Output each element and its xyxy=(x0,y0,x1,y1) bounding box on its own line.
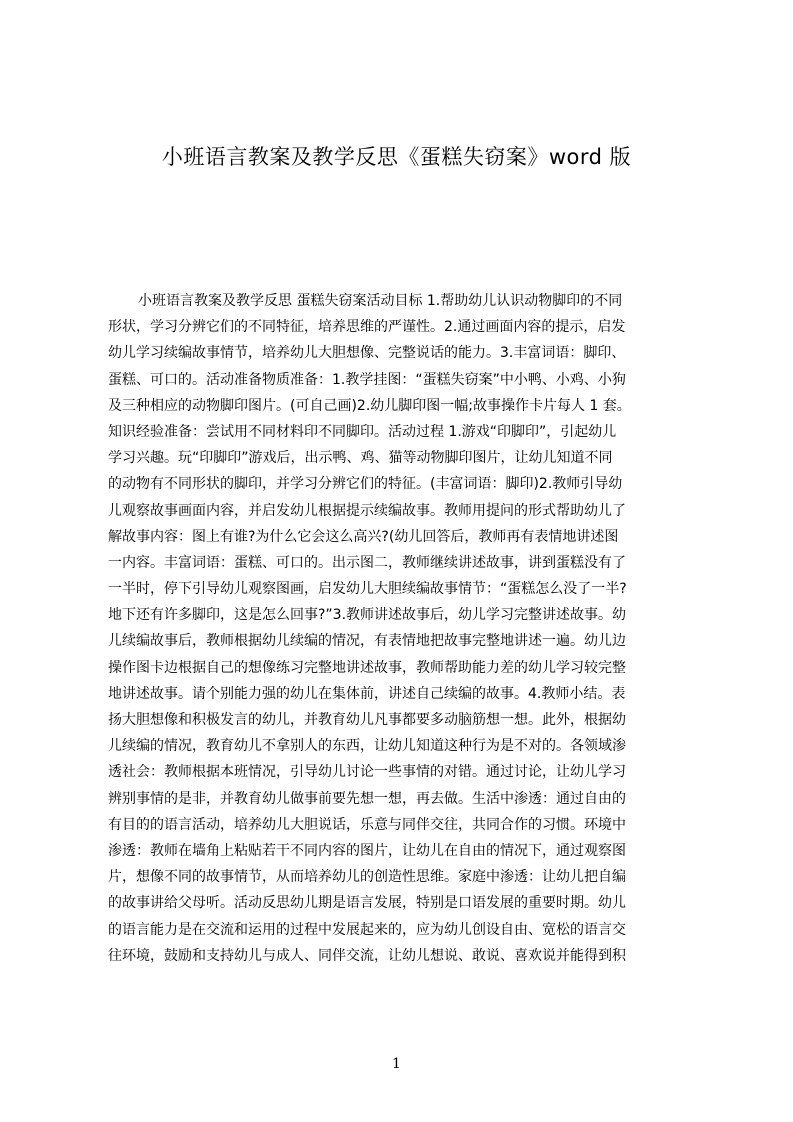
text-line: 往环境，鼓励和支持幼儿与成人、同伴交流，让幼儿想说、敢说、喜欢说并能得到积 xyxy=(108,947,626,964)
text-line: 渗透：教师在墙角上粘贴若干不同内容的图片，让幼儿在自由的情况下，通过观察图 xyxy=(108,842,626,859)
text-line: 形状，学习分辨它们的不同特征，培养思维的严谨性。2.通过画面内容的提示，启发 xyxy=(108,319,626,336)
text-line: 片，想像不同的故事情节，从而培养幼儿的创造性思维。家庭中渗透：让幼儿把自编 xyxy=(108,869,626,886)
document-title: 小班语言教案及教学反思《蛋糕失窃案》word 版 xyxy=(161,145,632,169)
text-line: 的故事讲给父母听。活动反思幼儿期是语言发展，特别是口语发展的重要时期。幼儿 xyxy=(108,895,626,912)
text-line: 解故事内容：图上有谁?为什么它会这么高兴?(幼儿回答后，教师再有表情地讲述图 xyxy=(108,528,619,545)
text-line: 知识经验准备：尝试用不同材料印不同脚印。活动过程 1.游戏“印脚印”，引起幼儿 xyxy=(108,423,617,440)
text-line: 有目的的语言活动，培养幼儿大胆说话，乐意与同伴交往，共同合作的习惯。环境中 xyxy=(108,816,626,833)
text-line: 操作图卡边根据自己的想像练习完整地讲述故事，教师帮助能力差的幼儿学习较完整 xyxy=(108,659,626,676)
text-line: 扬大胆想像和积极发言的幼儿，并教育幼儿凡事都要多动脑筋想一想。此外，根据幼 xyxy=(108,712,626,728)
text-line: 幼儿学习续编故事情节，培养幼儿大胆想像、完整说话的能力。3.丰富词语：脚印、 xyxy=(108,345,626,362)
text-line: 儿续编故事后，教师根据幼儿续编的情况，有表情地把故事完整地讲述一遍。幼儿边 xyxy=(108,633,626,650)
text-line: 儿续编的情况，教育幼儿不拿别人的东西，让幼儿知道这种行为是不对的。各领域渗 xyxy=(108,738,626,755)
text-line: 一内容。丰富词语：蛋糕、可口的。出示图二，教师继续讲述故事，讲到蛋糕没有了 xyxy=(108,554,626,571)
text-line: 透社会：教师根据本班情况，引导幼儿讨论一些事情的对错。通过讨论，让幼儿学习 xyxy=(108,764,626,781)
body-text xyxy=(108,288,698,969)
text-line: 辨别事情的是非，并教育幼儿做事前要先想一想，再去做。生活中渗透：通过自由的 xyxy=(108,790,626,807)
text-line: 一半时，停下引导幼儿观察图画，启发幼儿大胆续编故事情节：“蛋糕怎么没了一半? xyxy=(108,581,627,598)
text-line: 的动物有不同形状的脚印，并学习分辨它们的特征。(丰富词语：脚印)2.教师引导幼 xyxy=(108,476,623,493)
text-line: 地下还有许多脚印，这是怎么回事?”3.教师讲述故事后，幼儿学习完整讲述故事。幼 xyxy=(108,607,627,624)
page-number: 1 xyxy=(392,1056,401,1072)
text-line: 儿观察故事画面内容，并启发幼儿根据提示续编故事。教师用提问的形式帮助幼儿了 xyxy=(108,502,626,519)
text-line: 及三种相应的动物脚印图片。(可自己画)2.幼儿脚印图一幅;故事操作卡片每人 1 套。 xyxy=(108,397,631,414)
text-line: 学习兴趣。玩“印脚印”游戏后，出示鸭、鸡、猫等动物脚印图片，让幼儿知道不同 xyxy=(108,450,613,467)
text-line: 地讲述故事。请个别能力强的幼儿在集体前，讲述自己续编的故事。4.教师小结。表 xyxy=(108,685,626,702)
text-line: 的语言能力是在交流和运用的过程中发展起来的，应为幼儿创设自由、宽松的语言交 xyxy=(108,921,626,938)
text-line: 小班语言教案及教学反思 蛋糕失窃案活动目标 1.帮助幼儿认识动物脚印的不同 xyxy=(138,293,623,309)
text-line: 蛋糕、可口的。活动准备物质准备：1.教学挂图：“蛋糕失窃案”中小鸭、小鸡、小狗 xyxy=(108,371,626,388)
